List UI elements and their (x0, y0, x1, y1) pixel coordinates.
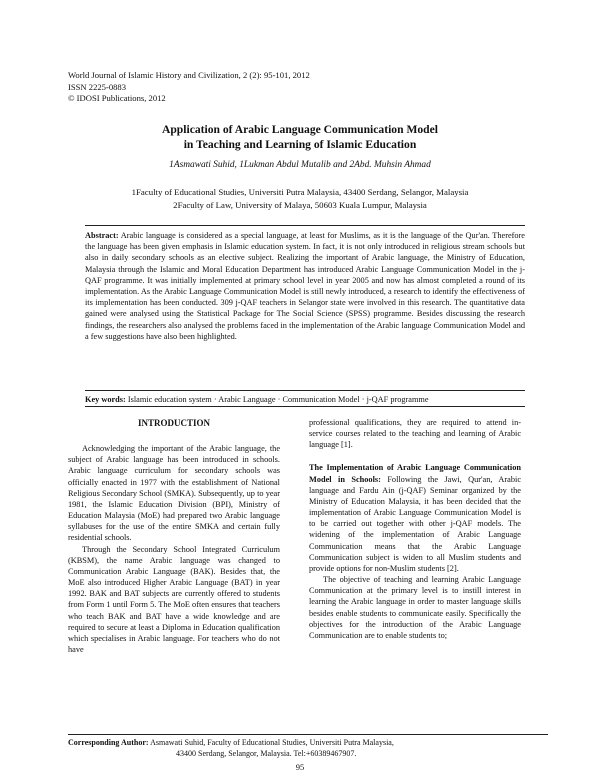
journal-issn: ISSN 2225-0883 (68, 81, 127, 92)
author-list: 1Asmawati Suhid, 1Lukman Abdul Mutalib and 2Abd. Muhsin Ahmad (169, 160, 431, 170)
body-paragraph: Acknowledging the important of the Arabic language, the subject of Arabic language has been introduced in schools. Arabic language curriculum for secondary schools was officially enacted in 1977 with the establishment of National Religious Secondary School (SMKA). Subsequently, up to year 1981, the Islamic Education Division (BPI), Ministry of Education Malaysia (MoE) had prepared two Arabic language syllabuses for the use of the entire SMKA and certain fully residential schools. (68, 444, 280, 543)
objective-paragraph: The objective of teaching and learning Arabic Language Communication at the primary level is to instill interest in learning the Arabic language in order to master language skills besides enable students to communicate easily. Specifically the objectives for the introduction of the Arabic Language Communication are to enable students to; (309, 575, 521, 640)
keywords-text: Islamic education system · Arabic Language · Communication Model · j-QAF programme (127, 395, 429, 404)
keywords (85, 390, 525, 404)
affiliation-2: 2Faculty of Law, University of Malaya, 50603 Kuala Lumpur, Malaysia (173, 200, 427, 210)
corresponding-author-footer (68, 734, 548, 759)
keywords-label: Key words: (85, 395, 126, 404)
body-paragraph: Through the Secondary School Integrated Curriculum (KBSM), the name Arabic language was changed to Communication Arabic Language (BAK). Besides that, the MoE also introduced Higher Arabic Language (BAT) in year 1992. BAK and BAT subjects are currently offered to students from Form 1 until Form 5. The MoE often ensures that teachers who teach BAK and BAT have a wide knowledge and are required to secure at least a Diploma in Education qualification which specialises in Arabic language. For teachers who do not have (68, 544, 280, 654)
footer-address-2: 43400 Serdang, Selangor, Malaysia. Tel:+60389467907. (176, 748, 357, 758)
implementation-section (309, 462, 521, 574)
journal-citation: World Journal of Islamic History and Civilization, 2 (2): 95-101, 2012 (68, 70, 310, 80)
footer-address-1: Asmawati Suhid, Faculty of Educational Studies, Universiti Putra Malaysia, (150, 738, 394, 747)
affiliation-1: 1Faculty of Educational Studies, Universiti Putra Malaysia, 43400 Serdang, Selangor, Malaysia (131, 187, 469, 197)
footer-label: Corresponding Author: (68, 738, 149, 747)
abstract-text: Arabic language is considered as a special language, at least for Muslims, as it is the language of the Qur'an. Therefore the language has been given emphasis in Islamic education system. In fact, it is not only introduced in religious stream schools but also in daily secondary schools as an elective subject. Realizing the important of Arabic language, the Ministry of Education, Malaysia through the Islamic and Moral Education Department has introduced Arabic Language Communication Model in the j-QAF programme. It was initially implemented at primary school level in year 2005 and now has almost completed a round of its implementation. As the Arabic Language Communication Model is still newly introduced, a research to identify the effectiveness of its implementation has been conducted. 309 j-QAF teachers in Selangor state were involved in this research. The quantitative data gained were analysed using the Statistical Package for The Social Science (SPSS) programme. Besides discussing the research findings, the researchers also analysed the problems faced in the implementation of the Arabic language Communication Model and a few suggestions have also been highlighted. (85, 231, 525, 341)
right-column (309, 417, 521, 641)
journal-copyright: © IDOSI Publications, 2012 (68, 93, 166, 104)
affiliations (60, 186, 540, 212)
footer-line-1 (68, 738, 548, 749)
left-column (68, 418, 280, 655)
abstract (85, 225, 525, 342)
title-line-2: in Teaching and Learning of Islamic Education (183, 138, 417, 151)
paper-title (60, 122, 540, 152)
section-text: Following the Jawi, Qur'an, Arabic language and Fardu Ain (j-QAF) Seminar organized by the Ministry of Education Malaysia, it has been decided that the implementation of Arabic Language Communication Model is to be carried out together with other j-QAF models. The widening of the implementation of Arabic Language Communication means that the Arabic Language Communication subject is widen to all Muslim students and provide options for non-Muslim students [2]. (309, 474, 521, 573)
continued-paragraph: professional qualifications, they are required to attend in-service courses related to the teaching and learning of Arabic language [1]. (309, 418, 521, 450)
section-heading: The Implementation of Arabic Language Communication Model in Schools: (309, 463, 521, 484)
abstract-label: Abstract: (85, 231, 119, 240)
introduction-heading: INTRODUCTION (137, 418, 210, 428)
keywords-divider (85, 406, 525, 407)
title-line-1: Application of Arabic Language Communication Model (161, 123, 438, 136)
page-number: 95 (295, 762, 305, 772)
journal-header (68, 70, 310, 105)
